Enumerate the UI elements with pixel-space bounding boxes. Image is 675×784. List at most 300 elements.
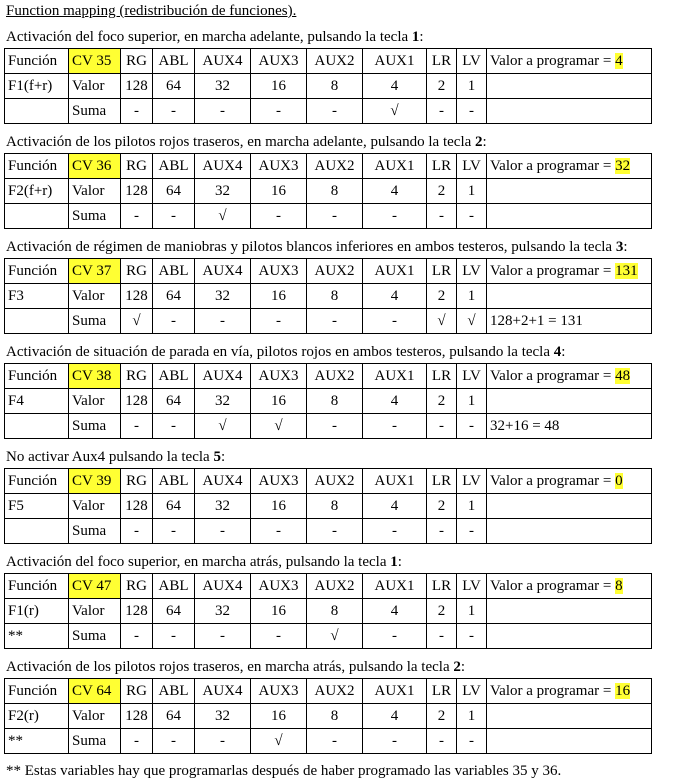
bit-weight: 4 (363, 284, 427, 309)
value-row (5, 704, 652, 729)
bit-weight: 32 (195, 599, 251, 624)
bit-mark: - (195, 729, 251, 754)
suma-row (5, 519, 652, 544)
bit-mark: - (457, 519, 487, 544)
calc-cell (487, 519, 652, 544)
bit-weight: 32 (195, 704, 251, 729)
result-label: Valor a programar = (490, 473, 616, 489)
cv-table (4, 363, 652, 439)
result-cell (487, 364, 652, 389)
suma-label: Suma (69, 729, 121, 754)
key-number: 5 (213, 449, 221, 465)
bit-header: LR (427, 364, 457, 389)
suma-row (5, 729, 652, 754)
valor-label: Valor (69, 74, 121, 99)
bit-header: ABL (153, 364, 195, 389)
key-number: 3 (615, 239, 624, 255)
bit-header: RG (121, 574, 153, 599)
bit-mark: - (307, 309, 363, 334)
heading-suffix: : (561, 344, 566, 360)
bit-weight: 16 (251, 704, 307, 729)
bit-header: RG (121, 259, 153, 284)
bit-weight: 4 (363, 704, 427, 729)
bit-mark: - (153, 519, 195, 544)
section-heading (6, 239, 628, 256)
funcion-label: Función (5, 679, 69, 704)
valor-label: Valor (69, 284, 121, 309)
bit-header: AUX1 (363, 49, 427, 74)
bit-weight: 2 (427, 389, 457, 414)
suma-row (5, 99, 652, 124)
bit-weight: 32 (195, 74, 251, 99)
bit-header: LV (457, 49, 487, 74)
key-number: 1 (390, 554, 398, 570)
empty-cell (487, 704, 652, 729)
result-value: 4 (615, 53, 623, 69)
bit-header: ABL (153, 154, 195, 179)
bit-mark: - (307, 519, 363, 544)
heading-text: Activación del foco superior, en marcha adelante, pulsando la tecla (6, 29, 412, 45)
bit-weight: 4 (363, 179, 427, 204)
bit-mark: - (121, 414, 153, 439)
bit-weight: 16 (251, 389, 307, 414)
bit-header: AUX3 (251, 49, 307, 74)
bit-header: AUX1 (363, 154, 427, 179)
heading-suffix: : (220, 449, 226, 465)
bit-weight: 4 (363, 74, 427, 99)
bit-mark: - (251, 99, 307, 124)
funcion-label: Función (5, 469, 69, 494)
suma-label: Suma (69, 99, 121, 124)
valor-label: Valor (69, 389, 121, 414)
result-label: Valor a programar = (490, 263, 616, 279)
bit-header: AUX4 (195, 364, 251, 389)
empty-cell (487, 389, 652, 414)
result-cell (487, 574, 652, 599)
bit-header: LR (427, 469, 457, 494)
cv-number: CV 36 (69, 154, 121, 179)
result-value: 8 (615, 578, 623, 594)
bit-mark: - (121, 624, 153, 649)
bit-weight: 128 (121, 389, 153, 414)
bit-weight: 1 (457, 284, 487, 309)
section-heading (6, 449, 225, 466)
cv-number: CV 37 (69, 259, 121, 284)
header-row (5, 364, 652, 389)
bit-mark: - (457, 204, 487, 229)
bit-weight: 16 (251, 494, 307, 519)
bit-mark: - (427, 624, 457, 649)
header-row (5, 154, 652, 179)
funcion-label: Función (5, 259, 69, 284)
bit-weight: 128 (121, 494, 153, 519)
bit-header: LV (457, 469, 487, 494)
bit-mark: - (457, 729, 487, 754)
bit-mark: - (251, 624, 307, 649)
row-note (5, 519, 69, 544)
bit-weight: 4 (363, 494, 427, 519)
bit-mark: - (427, 729, 457, 754)
heading-suffix: : (623, 239, 628, 255)
bit-header: RG (121, 49, 153, 74)
header-row (5, 469, 652, 494)
bit-mark: - (363, 624, 427, 649)
bit-weight: 1 (457, 704, 487, 729)
calc-cell (487, 624, 652, 649)
empty-cell (487, 494, 652, 519)
bit-header: AUX2 (307, 469, 363, 494)
cv-number: CV 38 (69, 364, 121, 389)
row-note (5, 99, 69, 124)
calc-cell (487, 99, 652, 124)
bit-weight: 128 (121, 284, 153, 309)
result-cell (487, 259, 652, 284)
function-key: F2(r) (5, 704, 69, 729)
result-cell (487, 154, 652, 179)
bit-weight: 8 (307, 494, 363, 519)
result-value: 32 (615, 158, 631, 174)
bit-mark: - (363, 204, 427, 229)
bit-mark: - (457, 414, 487, 439)
suma-label: Suma (69, 204, 121, 229)
bit-mark: √ (251, 414, 307, 439)
valor-label: Valor (69, 704, 121, 729)
bit-weight: 32 (195, 284, 251, 309)
bit-mark: - (251, 309, 307, 334)
bit-weight: 2 (427, 179, 457, 204)
bit-mark: - (153, 309, 195, 334)
bit-mark: - (251, 204, 307, 229)
result-value: 16 (615, 683, 631, 699)
bit-header: AUX1 (363, 679, 427, 704)
bit-weight: 1 (457, 74, 487, 99)
bit-mark: - (153, 729, 195, 754)
bit-header: ABL (153, 679, 195, 704)
heading-text: Activación de los pilotos rojos traseros, en marcha atrás, pulsando la tecla (6, 659, 454, 675)
result-label: Valor a programar = (490, 53, 616, 69)
bit-weight: 1 (457, 389, 487, 414)
bit-weight: 2 (427, 74, 457, 99)
bit-header: AUX4 (195, 49, 251, 74)
heading-suffix: : (482, 134, 487, 150)
bit-header: AUX3 (251, 679, 307, 704)
bit-weight: 64 (153, 389, 195, 414)
funcion-label: Función (5, 49, 69, 74)
row-note: ** (5, 729, 69, 754)
bit-header: AUX4 (195, 259, 251, 284)
bit-header: AUX3 (251, 469, 307, 494)
valor-label: Valor (69, 599, 121, 624)
result-value: 48 (615, 368, 631, 384)
result-label: Valor a programar = (490, 578, 616, 594)
bit-header: AUX2 (307, 154, 363, 179)
bit-mark: - (427, 519, 457, 544)
bit-header: ABL (153, 469, 195, 494)
suma-label: Suma (69, 519, 121, 544)
bit-weight: 4 (363, 389, 427, 414)
bit-weight: 64 (153, 74, 195, 99)
bit-header: AUX4 (195, 679, 251, 704)
suma-label: Suma (69, 624, 121, 649)
bit-header: LV (457, 154, 487, 179)
bit-header: AUX2 (307, 364, 363, 389)
cv-table (4, 573, 652, 649)
bit-mark: - (307, 729, 363, 754)
header-row (5, 679, 652, 704)
cv-number: CV 35 (69, 49, 121, 74)
bit-header: ABL (153, 49, 195, 74)
bit-weight: 8 (307, 704, 363, 729)
result-label: Valor a programar = (490, 368, 616, 384)
bit-header: LR (427, 259, 457, 284)
result-cell (487, 469, 652, 494)
bit-weight: 128 (121, 74, 153, 99)
cv-table (4, 678, 652, 754)
result-cell (487, 679, 652, 704)
funcion-label: Función (5, 574, 69, 599)
row-note (5, 204, 69, 229)
suma-row (5, 309, 652, 334)
bit-mark: - (153, 204, 195, 229)
cv-number: CV 47 (69, 574, 121, 599)
bit-header: LR (427, 574, 457, 599)
valor-label: Valor (69, 179, 121, 204)
bit-weight: 128 (121, 179, 153, 204)
bit-header: AUX4 (195, 154, 251, 179)
result-value: 0 (615, 473, 623, 489)
section-heading (6, 554, 402, 571)
bit-weight: 8 (307, 284, 363, 309)
heading-text: Activación de situación de parada en vía, pilotos rojos en ambos testeros, pulsando la tecla (6, 344, 554, 360)
bit-header: LR (427, 49, 457, 74)
bit-header: AUX3 (251, 364, 307, 389)
function-key: F3 (5, 284, 69, 309)
bit-weight: 32 (195, 179, 251, 204)
header-row (5, 574, 652, 599)
bit-weight: 16 (251, 74, 307, 99)
bit-header: LR (427, 154, 457, 179)
bit-mark: - (251, 519, 307, 544)
cv-table (4, 153, 652, 229)
heading-suffix: : (397, 554, 402, 570)
bit-weight: 64 (153, 179, 195, 204)
calc-cell: 128+2+1 = 131 (487, 309, 652, 334)
bit-header: RG (121, 679, 153, 704)
function-key: F2(f+r) (5, 179, 69, 204)
result-value: 131 (615, 263, 638, 279)
bit-mark: - (457, 99, 487, 124)
bit-mark: - (307, 99, 363, 124)
value-row (5, 74, 652, 99)
bit-weight: 8 (307, 599, 363, 624)
row-note (5, 414, 69, 439)
value-row (5, 389, 652, 414)
bit-mark: - (153, 624, 195, 649)
funcion-label: Función (5, 154, 69, 179)
bit-mark: - (121, 519, 153, 544)
calc-cell (487, 729, 652, 754)
bit-mark: - (427, 414, 457, 439)
bit-weight: 128 (121, 704, 153, 729)
function-key: F1(f+r) (5, 74, 69, 99)
bit-weight: 32 (195, 389, 251, 414)
key-number: 2 (453, 659, 461, 675)
bit-mark: - (363, 519, 427, 544)
bit-weight: 64 (153, 599, 195, 624)
result-cell (487, 49, 652, 74)
heading-text: Activación de régimen de maniobras y pilotos blancos inferiores en ambos testeros, pulsando la tecla (6, 239, 616, 255)
suma-row (5, 624, 652, 649)
bit-weight: 32 (195, 494, 251, 519)
section-heading (6, 29, 424, 46)
bit-mark: - (457, 624, 487, 649)
bit-header: LR (427, 679, 457, 704)
value-row (5, 284, 652, 309)
bit-weight: 8 (307, 389, 363, 414)
result-label: Valor a programar = (490, 683, 616, 699)
bit-header: ABL (153, 259, 195, 284)
valor-label: Valor (69, 494, 121, 519)
bit-weight: 1 (457, 599, 487, 624)
bit-weight: 16 (251, 179, 307, 204)
suma-row (5, 204, 652, 229)
suma-label: Suma (69, 414, 121, 439)
bit-header: LV (457, 364, 487, 389)
empty-cell (487, 74, 652, 99)
bit-mark: - (195, 519, 251, 544)
bit-weight: 64 (153, 284, 195, 309)
bit-header: AUX2 (307, 574, 363, 599)
bit-mark: - (121, 99, 153, 124)
bit-header: AUX1 (363, 259, 427, 284)
bit-header: AUX2 (307, 679, 363, 704)
bit-mark: √ (195, 414, 251, 439)
suma-row (5, 414, 652, 439)
bit-header: AUX2 (307, 259, 363, 284)
bit-mark: - (363, 414, 427, 439)
key-number: 2 (475, 134, 483, 150)
bit-mark: - (121, 204, 153, 229)
bit-mark: √ (363, 99, 427, 124)
key-number: 1 (411, 29, 420, 45)
calc-cell (487, 204, 652, 229)
cv-number: CV 64 (69, 679, 121, 704)
bit-weight: 2 (427, 704, 457, 729)
empty-cell (487, 284, 652, 309)
bit-mark: √ (307, 624, 363, 649)
bit-mark: - (307, 414, 363, 439)
key-number: 4 (553, 344, 562, 360)
value-row (5, 179, 652, 204)
row-note: ** (5, 624, 69, 649)
function-key: F1(r) (5, 599, 69, 624)
bit-mark: - (121, 729, 153, 754)
bit-header: RG (121, 154, 153, 179)
bit-header: AUX4 (195, 574, 251, 599)
bit-mark: √ (121, 309, 153, 334)
empty-cell (487, 179, 652, 204)
bit-mark: - (153, 414, 195, 439)
suma-label: Suma (69, 309, 121, 334)
heading-text: Activación de los pilotos rojos traseros, en marcha adelante, pulsando la tecla (6, 134, 476, 150)
bit-header: LV (457, 259, 487, 284)
bit-mark: - (153, 99, 195, 124)
bit-header: AUX1 (363, 469, 427, 494)
bit-weight: 2 (427, 494, 457, 519)
bit-header: AUX3 (251, 259, 307, 284)
empty-cell (487, 599, 652, 624)
function-key: F5 (5, 494, 69, 519)
bit-mark: √ (251, 729, 307, 754)
cv-number: CV 39 (69, 469, 121, 494)
bit-header: AUX1 (363, 574, 427, 599)
bit-header: ABL (153, 574, 195, 599)
bit-weight: 16 (251, 284, 307, 309)
section-heading (6, 344, 565, 361)
bit-weight: 4 (363, 599, 427, 624)
bit-weight: 16 (251, 599, 307, 624)
bit-mark: √ (195, 204, 251, 229)
bit-mark: - (427, 99, 457, 124)
bit-weight: 1 (457, 179, 487, 204)
bit-mark: - (195, 99, 251, 124)
bit-header: RG (121, 364, 153, 389)
cv-table (4, 258, 652, 334)
bit-header: AUX1 (363, 364, 427, 389)
cv-table (4, 468, 652, 544)
bit-weight: 8 (307, 74, 363, 99)
bit-mark: √ (457, 309, 487, 334)
section-heading (6, 134, 487, 151)
bit-weight: 1 (457, 494, 487, 519)
funcion-label: Función (5, 364, 69, 389)
bit-mark: - (307, 204, 363, 229)
bit-header: LV (457, 574, 487, 599)
heading-suffix: : (419, 29, 424, 45)
bit-weight: 64 (153, 494, 195, 519)
header-row (5, 259, 652, 284)
result-label: Valor a programar = (490, 158, 616, 174)
header-row (5, 49, 652, 74)
bit-header: AUX4 (195, 469, 251, 494)
bit-mark: - (363, 309, 427, 334)
heading-text: No activar Aux4 pulsando la tecla (6, 449, 214, 465)
bit-mark: - (427, 204, 457, 229)
heading-suffix: : (460, 659, 466, 675)
bit-header: LV (457, 679, 487, 704)
bit-header: RG (121, 469, 153, 494)
function-key: F4 (5, 389, 69, 414)
value-row (5, 494, 652, 519)
bit-weight: 64 (153, 704, 195, 729)
heading-text: Activación del foco superior, en marcha atrás, pulsando la tecla (6, 554, 391, 570)
bit-mark: - (195, 309, 251, 334)
bit-weight: 128 (121, 599, 153, 624)
value-row (5, 599, 652, 624)
row-note (5, 309, 69, 334)
bit-header: AUX3 (251, 154, 307, 179)
bit-mark: - (363, 729, 427, 754)
bit-mark: √ (427, 309, 457, 334)
section-heading (6, 659, 465, 676)
bit-weight: 8 (307, 179, 363, 204)
bit-header: AUX3 (251, 574, 307, 599)
bit-weight: 2 (427, 599, 457, 624)
bit-header: AUX2 (307, 49, 363, 74)
cv-table (4, 48, 652, 124)
page-title: Function mapping (redistribución de funciones). (6, 3, 297, 19)
calc-cell: 32+16 = 48 (487, 414, 652, 439)
